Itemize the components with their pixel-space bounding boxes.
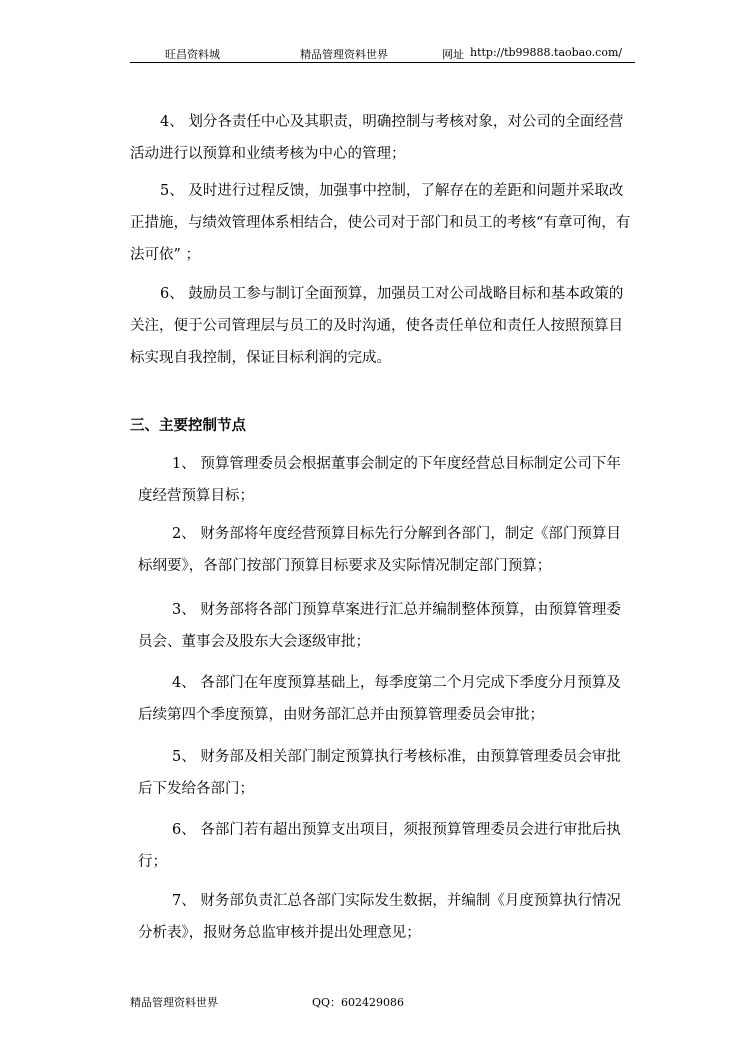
header-shop-name: 旺昌资料城 [165, 48, 220, 61]
header-url[interactable]: http://tb99888.taobao.com/ [470, 46, 623, 59]
intro-item-6: 6、 鼓励员工参与制订全面预算，加强员工对公司战略目标和基本政策的关注，便于公司管理层与员工的及时沟通，使各责任单位和责任人按照预算目标实现自我控制，保证目标利润的完成。 [130, 286, 624, 366]
control-node-7: 7、 财务部负责汇总各部门实际发生数据，并编制《月度预算执行情况分析表》，报财务总监审核并提出处理意见； [138, 893, 621, 941]
control-node-4: 4、 各部门在年度预算基础上，每季度第二个月完成下季度分月预算及后续第四个季度预算，由财务部汇总并由预算管理委员会审批； [138, 675, 621, 723]
footer-qq: QQ：602429086 [312, 996, 405, 1009]
control-node-3: 3、 财务部将各部门预算草案进行汇总并编制整体预算，由预算管理委员会、董事会及股东大会逐级审批； [138, 602, 621, 650]
control-node-6: 6、 各部门若有超出预算支出项目，须报预算管理委员会进行审批后执行； [138, 822, 621, 870]
section-title: 三、主要控制节点 [130, 418, 246, 434]
control-node-5: 5、 财务部及相关部门制定预算执行考核标准，由预算管理委员会审批后下发给各部门； [138, 749, 621, 797]
header-brand: 精品管理资料世界 [300, 48, 388, 61]
control-node-1: 1、 预算管理委员会根据董事会制定的下年度经营总目标制定公司下年度经营预算目标； [138, 456, 621, 504]
page-header [130, 44, 635, 63]
intro-item-4: 4、 划分各责任中心及其职责，明确控制与考核对象，对公司的全面经营活动进行以预算和业绩考核为中心的管理； [130, 114, 624, 162]
header-url-label: 网址 [442, 48, 464, 61]
footer-brand: 精品管理资料世界 [130, 996, 218, 1009]
control-node-2: 2、 财务部将年度经营预算目标先行分解到各部门，制定《部门预算目标纲要》，各部门按部门预算目标要求及实际情况制定部门预算； [138, 526, 621, 574]
intro-item-5: 5、 及时进行过程反馈，加强事中控制，了解存在的差距和问题并采取改正措施，与绩效管理体系相结合，使公司对于部门和员工的考核“有章可徇，有法可依” ； [130, 183, 631, 263]
